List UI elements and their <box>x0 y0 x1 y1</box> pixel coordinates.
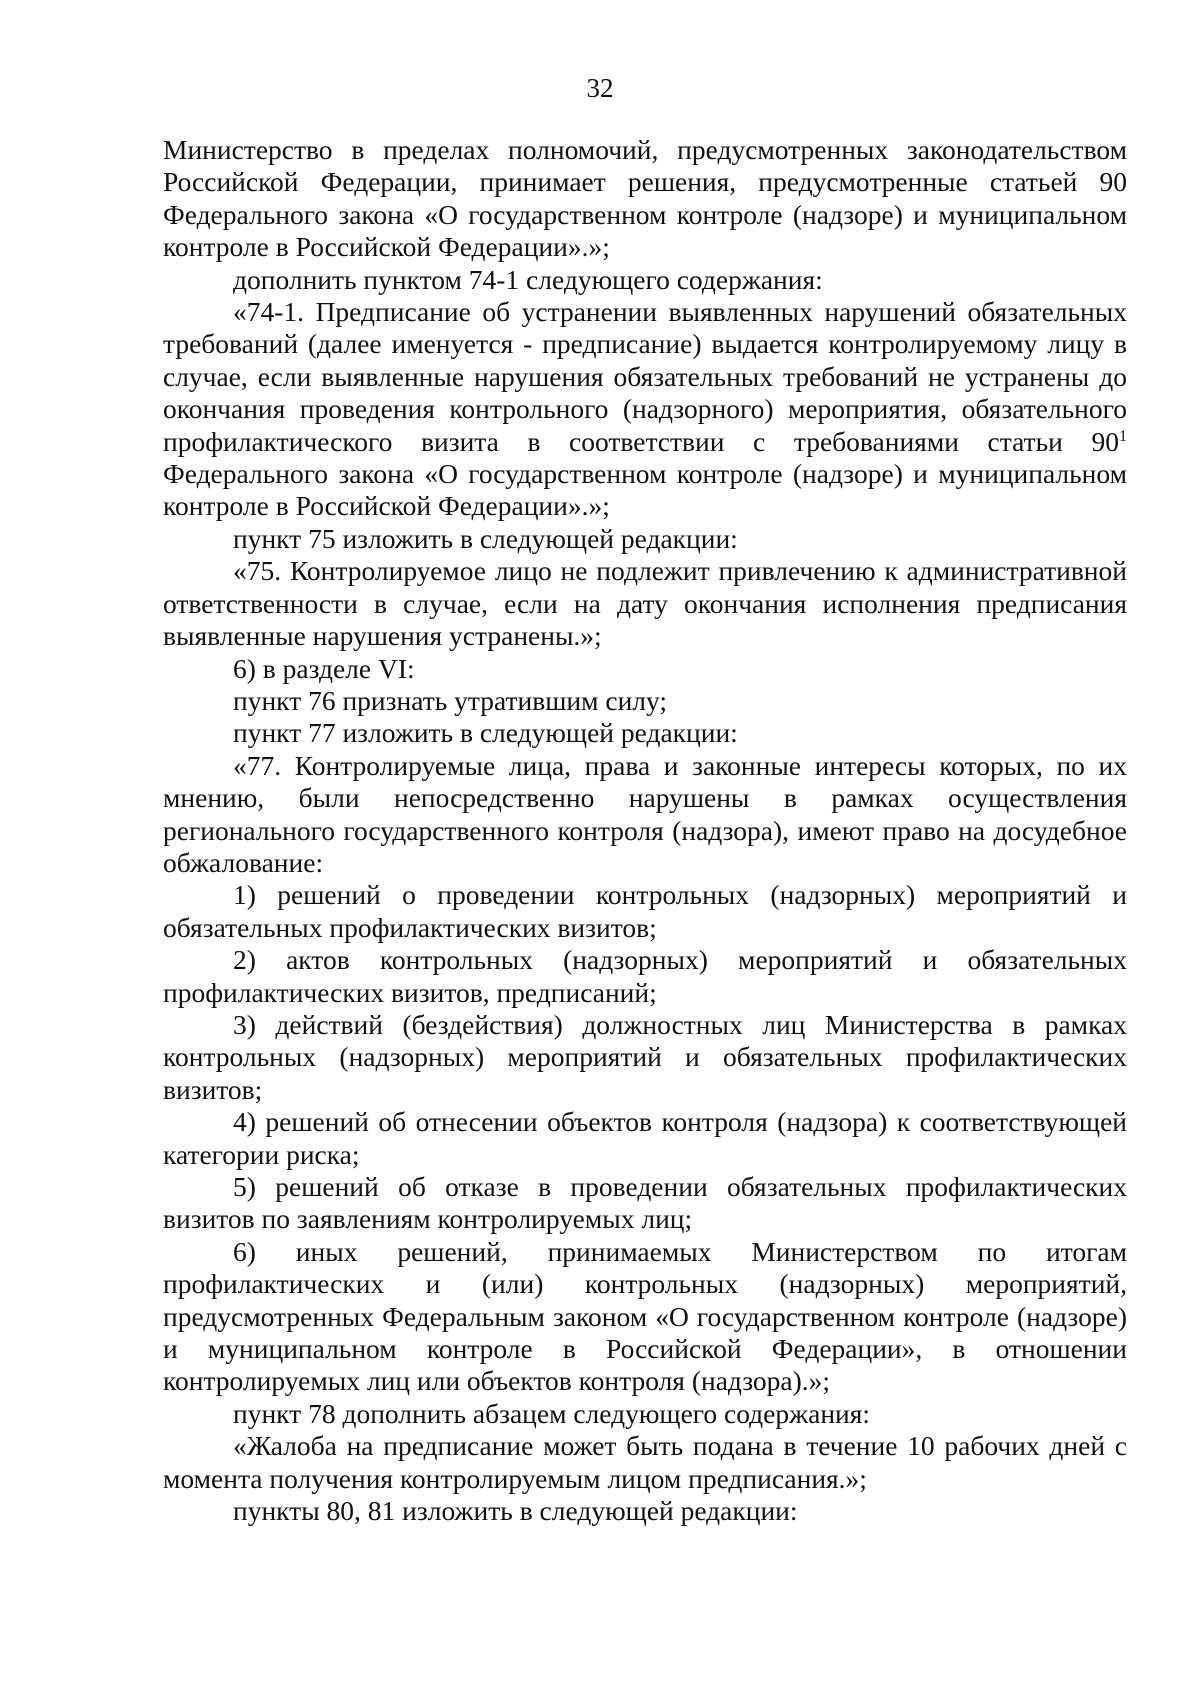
paragraph: пункт 77 изложить в следующей редакции: <box>233 717 738 749</box>
paragraph <box>163 296 1127 523</box>
list-item: 6) иных решений, принимаемых Министерством по итогам профилактических и (или) контрольных (надзорных) мероприятий, предусмотренных Федеральным законом «О государственном контроле (надзоре) и муниципальном контроле в Российской Федерации», в отношении контролируемых лиц или объектов контроля (надзора).»; <box>163 1235 1127 1397</box>
list-item: 2) актов контрольных (надзорных) мероприятий и обязательных профилактических визитов, предписаний; <box>163 944 1127 1008</box>
superscript: 1 <box>1119 427 1127 445</box>
list-item: 3) действий (бездействия) должностных лиц Министерства в рамках контрольных (надзорных) мероприятий и обязательных профилактических визитов; <box>163 1008 1127 1105</box>
list-item: 1) решений о проведении контрольных (надзорных) мероприятий и обязательных профилактических визитов; <box>163 879 1127 943</box>
paragraph: пункт 75 изложить в следующей редакции: <box>233 522 738 554</box>
paragraph: дополнить пунктом 74-1 следующего содержания: <box>233 263 823 295</box>
paragraph-text-tail: Федерального закона «О государственном контроле (надзоре) и муниципальном контроле в Российской Федерации».»; <box>163 458 1127 522</box>
list-item: 5) решений об отказе в проведении обязательных профилактических визитов по заявлениям контролируемых лиц; <box>163 1171 1127 1235</box>
paragraph: «Жалоба на предписание может быть подана в течение 10 рабочих дней с момента получения контролируемым лицом предписания.»; <box>163 1430 1127 1494</box>
paragraph: 6) в разделе VI: <box>233 652 415 684</box>
document-body <box>163 134 1127 1527</box>
paragraph: «75. Контролируемое лицо не подлежит привлечению к административной ответственности в случае, если на дату окончания исполнения предписания выявленные нарушения устранены.»; <box>163 555 1127 652</box>
paragraph: пункт 78 дополнить абзацем следующего содержания: <box>233 1397 871 1429</box>
list-item: 4) решений об отнесении объектов контроля (надзора) к соответствующей категории риска; <box>163 1106 1127 1170</box>
paragraph-text: «74-1. Предписание об устранении выявленных нарушений обязательных требований (далее именуется - предписание) выдается контролируемому лицу в случае, если выявленные нарушения обязательных требований не устранены до окончания проведения контрольного (надзорного) мероприятия, обязательного профилактического визита в соответствии с требованиями статьи 90 <box>163 296 1127 457</box>
paragraph: пункт 76 признать утратившим силу; <box>233 684 668 716</box>
paragraph: пункты 80, 81 изложить в следующей редакции: <box>233 1495 798 1527</box>
paragraph: «77. Контролируемые лица, права и законные интересы которых, по их мнению, были непосредственно нарушены в рамках осуществления регионального государственного контроля (надзора), имеют право на досудебное обжалование: <box>163 749 1127 878</box>
paragraph: Министерство в пределах полномочий, предусмотренных законодательством Российской Федерации, принимает решения, предусмотренные статьей 90 Федерального закона «О государственном контроле (надзоре) и муниципальном контроле в Российской Федерации».»; <box>163 134 1127 263</box>
page-number: 32 <box>586 73 614 103</box>
